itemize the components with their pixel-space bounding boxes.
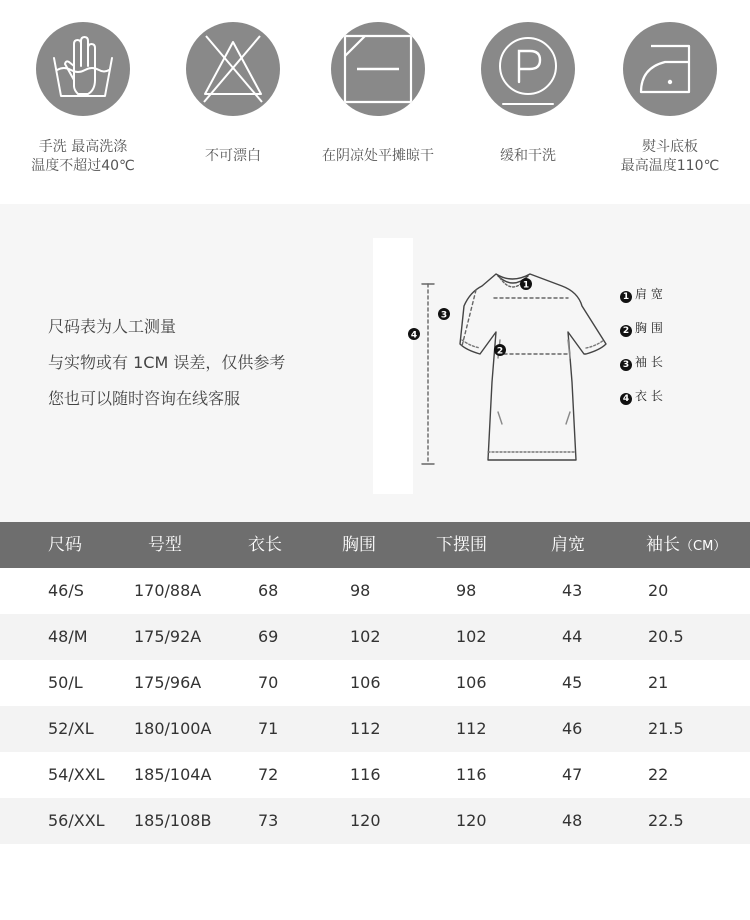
marker-3-label: 3 bbox=[440, 310, 448, 321]
cell-length: 73 bbox=[258, 811, 279, 830]
cell-chest: 120 bbox=[350, 811, 381, 830]
table-row bbox=[0, 614, 750, 660]
cell-size: 56/XXL bbox=[48, 811, 105, 830]
table-row bbox=[0, 660, 750, 706]
care-item-dry-flat-in-shade bbox=[305, 22, 451, 166]
care-text-iron: 熨斗底板 最高温度110℃ bbox=[620, 139, 720, 174]
care-item-no-bleach bbox=[160, 22, 306, 166]
table-row bbox=[0, 568, 750, 614]
cell-shoulder: 45 bbox=[562, 673, 583, 692]
legend-number: 2 bbox=[620, 325, 632, 337]
care-text-dry-flat-in-shade: 在阴凉处平摊晾干 bbox=[322, 148, 434, 164]
legend-number: 1 bbox=[620, 291, 632, 303]
iron-icon bbox=[623, 22, 717, 116]
cell-fit-code: 175/92A bbox=[134, 627, 202, 646]
dry-flat-in-shade-icon bbox=[331, 22, 425, 116]
header-unit: （CM） bbox=[680, 539, 727, 554]
hand-wash-icon bbox=[36, 22, 130, 116]
header-shoulder: 肩宽 bbox=[551, 535, 585, 555]
table-header bbox=[0, 522, 750, 568]
cell-length: 68 bbox=[258, 581, 279, 600]
no-bleach-icon bbox=[186, 22, 280, 116]
cell-length: 70 bbox=[258, 673, 279, 692]
cell-chest: 102 bbox=[350, 627, 381, 646]
cell-sleeve: 22.5 bbox=[648, 811, 684, 830]
measurement-section bbox=[0, 204, 750, 522]
legend-label: 衣 长 bbox=[635, 389, 663, 403]
cell-length: 72 bbox=[258, 765, 279, 784]
tshirt-measurement-diagram bbox=[400, 262, 620, 472]
note-line: 您也可以随时咨询在线客服 bbox=[48, 389, 241, 408]
cell-fit-code: 185/104A bbox=[134, 765, 212, 784]
header-size: 尺码 bbox=[48, 535, 82, 555]
cell-length: 71 bbox=[258, 719, 279, 738]
size-table bbox=[0, 522, 750, 844]
cell-sleeve: 20.5 bbox=[648, 627, 684, 646]
cell-sleeve: 22 bbox=[648, 765, 669, 784]
marker-2-label: 2 bbox=[496, 346, 504, 357]
legend-label: 袖 长 bbox=[635, 355, 663, 369]
measurement-notes bbox=[48, 309, 285, 417]
cell-shoulder: 43 bbox=[562, 581, 583, 600]
cell-shoulder: 46 bbox=[562, 719, 583, 738]
cell-hem: 102 bbox=[456, 627, 487, 646]
cell-shoulder: 47 bbox=[562, 765, 583, 784]
cell-shoulder: 44 bbox=[562, 627, 583, 646]
cell-hem: 106 bbox=[456, 673, 487, 692]
cell-hem: 112 bbox=[456, 719, 487, 738]
table-row bbox=[0, 706, 750, 752]
care-text-no-bleach: 不可漂白 bbox=[205, 148, 261, 164]
cell-length: 69 bbox=[258, 627, 279, 646]
dry-clean-icon bbox=[481, 22, 575, 116]
table-row bbox=[0, 752, 750, 798]
cell-size: 48/M bbox=[48, 627, 88, 646]
legend-label: 胸 围 bbox=[635, 321, 663, 335]
header-length: 衣长 bbox=[248, 535, 282, 555]
legend-item-sleeve bbox=[620, 345, 663, 379]
cell-fit-code: 170/88A bbox=[134, 581, 202, 600]
header-sleeve bbox=[646, 522, 726, 570]
cell-size: 54/XXL bbox=[48, 765, 105, 784]
care-instructions bbox=[0, 0, 750, 200]
marker-4-label: 4 bbox=[410, 330, 418, 341]
care-item-iron bbox=[597, 22, 743, 176]
cell-hem: 120 bbox=[456, 811, 487, 830]
cell-chest: 116 bbox=[350, 765, 381, 784]
cell-sleeve: 20 bbox=[648, 581, 669, 600]
note-line: 与实物或有 1CM 误差，仅供参考 bbox=[48, 353, 286, 372]
header-fit-code: 号型 bbox=[148, 535, 182, 555]
legend-item-chest bbox=[620, 311, 663, 345]
header-sleeve-label: 袖长 bbox=[646, 535, 680, 555]
legend-item-shoulder bbox=[620, 277, 663, 311]
cell-fit-code: 175/96A bbox=[134, 673, 202, 692]
note-line: 尺码表为人工测量 bbox=[48, 317, 177, 336]
measurement-legend bbox=[620, 277, 663, 413]
header-hem: 下摆围 bbox=[436, 535, 487, 555]
cell-shoulder: 48 bbox=[562, 811, 583, 830]
legend-number: 4 bbox=[620, 393, 632, 405]
cell-chest: 98 bbox=[350, 581, 371, 600]
cell-size: 46/S bbox=[48, 581, 84, 600]
care-text-hand-wash: 手洗 最高洗涤 温度不超过40℃ bbox=[31, 139, 135, 174]
cell-fit-code: 185/108B bbox=[134, 811, 212, 830]
cell-size: 50/L bbox=[48, 673, 83, 692]
legend-label: 肩 宽 bbox=[635, 287, 663, 301]
cell-hem: 116 bbox=[456, 765, 487, 784]
table-row bbox=[0, 798, 750, 844]
cell-chest: 112 bbox=[350, 719, 381, 738]
cell-chest: 106 bbox=[350, 673, 381, 692]
legend-number: 3 bbox=[620, 359, 632, 371]
cell-sleeve: 21.5 bbox=[648, 719, 684, 738]
care-text-dry-clean: 缓和干洗 bbox=[500, 148, 556, 164]
table-body bbox=[0, 568, 750, 844]
care-item-hand-wash bbox=[10, 22, 156, 176]
header-chest: 胸围 bbox=[342, 535, 376, 555]
cell-fit-code: 180/100A bbox=[134, 719, 212, 738]
care-item-dry-clean bbox=[455, 22, 601, 166]
cell-sleeve: 21 bbox=[648, 673, 669, 692]
cell-size: 52/XL bbox=[48, 719, 94, 738]
cell-hem: 98 bbox=[456, 581, 477, 600]
marker-1-label: 1 bbox=[522, 280, 530, 291]
legend-item-length bbox=[620, 379, 663, 413]
